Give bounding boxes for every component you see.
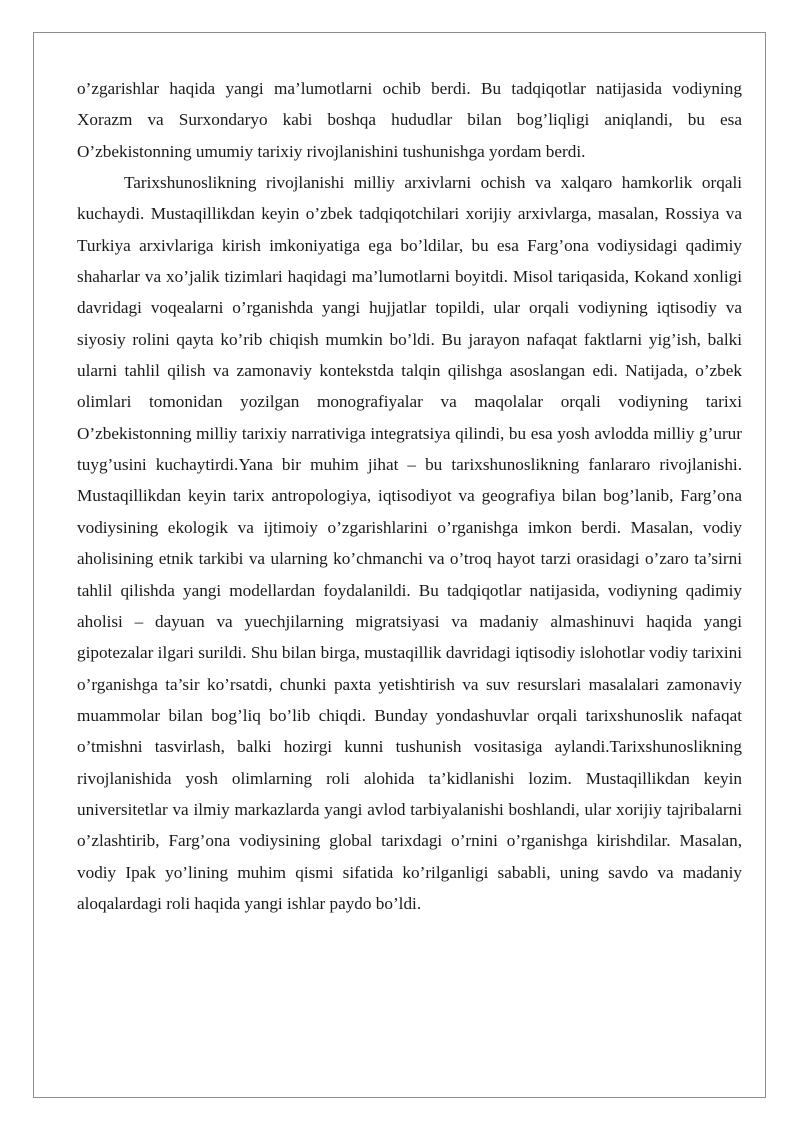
- paragraph-continuation: o’zgarishlar haqida yangi ma’lumotlarni ochib berdi. Bu tadqiqotlar natijasida vodiyning Xorazm va Surxondaryo kabi boshqa hududlar bilan bog’liqligi aniqlandi, bu esa O’zbekistonning umumiy tarixiy rivojlanishini tushunishga yordam berdi.: [77, 79, 742, 161]
- document-body: [77, 73, 742, 919]
- paragraph-historiography: Tarixshunoslikning rivojlanishi milliy arxivlarni ochish va xalqaro hamkorlik orqali kuchaydi. Mustaqillikdan keyin o’zbek tadqiqotchilari xorijiy arxivlarga, masalan, Rossiya va Turkiya arxivlariga kirish imkoniyatiga ega bo’ldilar, bu esa Farg’ona vodiysidagi qadimiy shaharlar va xo’jalik tizimlari haqidagi ma’lumotlarni boyitdi. Misol tariqasida, Kokand xonligi davridagi voqealarni o’rganishda yangi hujjatlar topildi, ular orqali vodiyning iqtisodiy va siyosiy rolini qayta ko’rib chiqish mumkin bo’ldi. Bu jarayon nafaqat faktlarni yig’ish, balki ularni tahlil qilish va zamonaviy kontekstda talqin qilishga asoslangan edi. Natijada, o’zbek olimlari tomonidan yozilgan monografiyalar va maqolalar orqali vodiyning tarixi O’zbekistonning milliy tarixiy narrativiga integratsiya qilindi, bu esa yosh avlodda milliy g’urur tuyg’usini kuchaytirdi.Yana bir muhim jihat – bu tarixshunoslikning fanlararo rivojlanishi. Mustaqillikdan keyin tarix antropologiya, iqtisodiyot va geografiya bilan bog’lanib, Farg’ona vodiysining ekologik va ijtimoiy o’zgarishlarini o’rganishga imkon berdi. Masalan, vodiy aholisining etnik tarkibi va ularning ko’chmanchi va o’troq hayot tarzi orasidagi o’zaro ta’sirni tahlil qilishda yangi modellardan foydalanildi. Bu tadqiqotlar natijasida, vodiyning qadimiy aholisi – dayuan va yuechjilarning migratsiyasi va madaniy almashinuvi haqida yangi gipotezalar ilgari surildi. Shu bilan birga, mustaqillik davridagi iqtisodiy islohotlar vodiy tarixini o’rganishga ta’sir ko’rsatdi, chunki paxta yetishtirish va suv resurslari masalalari zamonaviy muammolar bilan bog’liq bo’lib chiqdi. Bunday yondashuvlar orqali tarixshunoslik nafaqat o’tmishni tasvirlash, balki hozirgi kunni tushunish vositasiga aylandi.Tarixshunoslikning rivojlanishida yosh olimlarning roli alohida ta’kidlanishi lozim. Mustaqillikdan keyin universitetlar va ilmiy markazlarda yangi avlod tarbiyalanishi boshlandi, ular xorijiy tajribalarni o’zlashtirib, Farg’ona vodiysining global tarixdagi o’rnini o’rganishga kirishdilar. Masalan, vodiy Ipak yo’lining muhim qismi sifatida ko’rilganligi sababli, uning savdo va madaniy aloqalardagi roli haqida yangi ishlar paydo bo’ldi.: [77, 173, 742, 913]
